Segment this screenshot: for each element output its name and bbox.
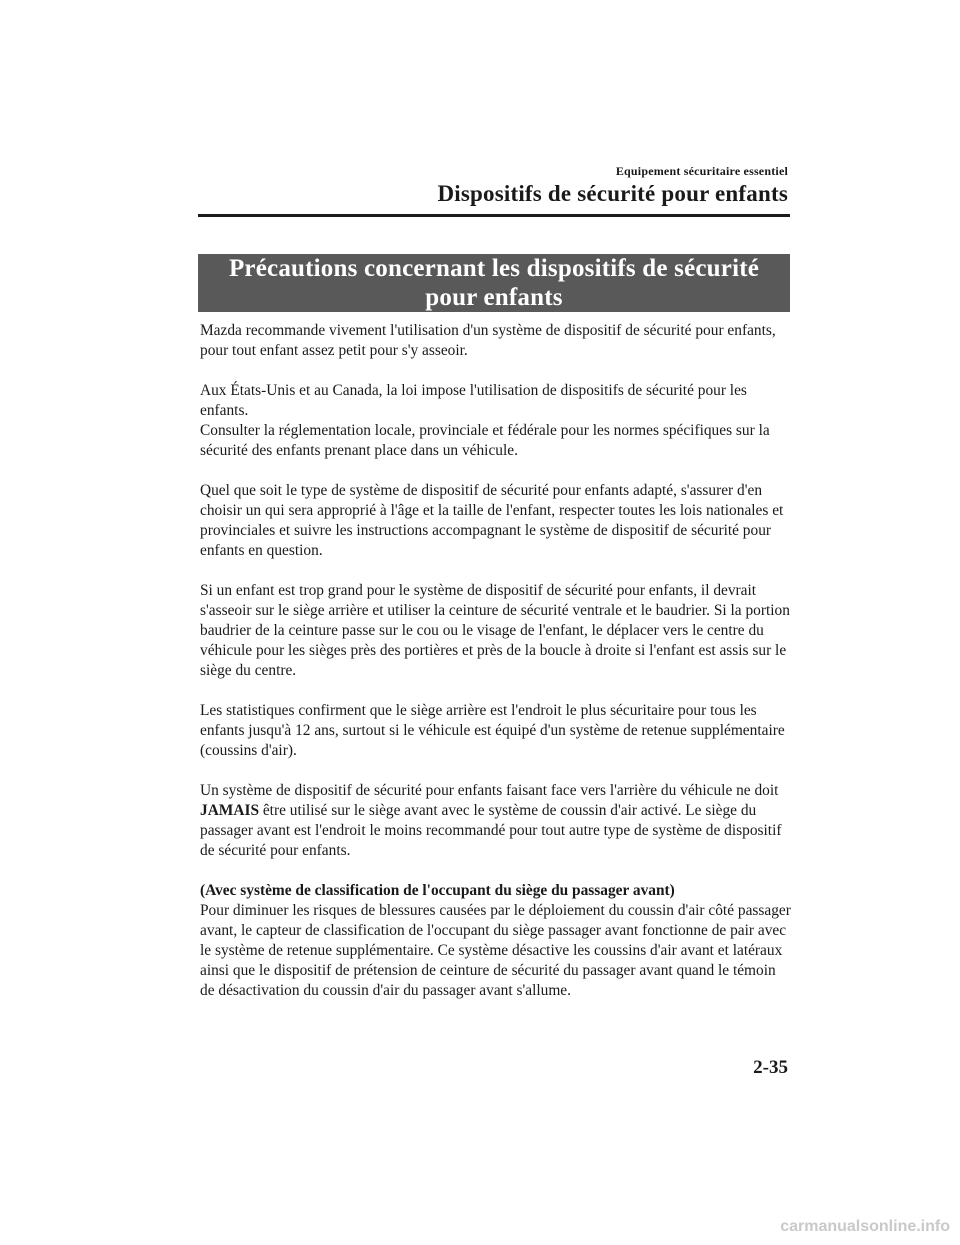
paragraph-choice: Quel que soit le type de système de dispositif de sécurité pour enfants adapté, s'assurer d'en choisir un qui sera approprié à l'âge et la taille de l'enfant, respecter toutes les lois nationales et provinciales et suivre les instructions accompagnant le système de dispositif de sécurité pour enfants en question. xyxy=(200,482,784,559)
never-emphasis: JAMAIS xyxy=(200,802,259,819)
paragraph-rear-facing xyxy=(200,781,792,861)
paragraph-regulations: Consulter la réglementation locale, provinciale et fédérale pour les normes spécifiques sur la sécurité des enfants prenant place dans un véhicule. xyxy=(200,422,770,459)
body-text xyxy=(200,321,792,1021)
section-title-banner xyxy=(198,254,790,312)
occupant-classification-heading: (Avec système de classification de l'occupant du siège du passager avant) xyxy=(200,882,675,899)
rear-facing-text-end: être utilisé sur le siège avant avec le système de coussin d'air activé. Le siège du passager avant est l'endroit le moins recommandé pour tout autre type de système de dispositif de sécurité pour enfants. xyxy=(200,802,782,859)
chapter-title: Dispositifs de sécurité pour enfants xyxy=(437,181,788,206)
paragraph-law: Aux États-Unis et au Canada, la loi impose l'utilisation de dispositifs de sécurité pour les enfants. xyxy=(200,382,747,419)
paragraph-recommendation: Mazda recommande vivement l'utilisation d'un système de dispositif de sécurité pour enfants, pour tout enfant assez petit pour s'y asseoir. xyxy=(200,322,776,359)
watermark: carmanualsonline.info xyxy=(780,1218,950,1235)
paragraph-statistics: Les statistiques confirment que le siège arrière est l'endroit le plus sécuritaire pour tous les enfants jusqu'à 12 ans, surtout si le véhicule est équipé d'un système de retenue supplémentaire (coussins d'air). xyxy=(200,702,785,759)
header-divider xyxy=(198,214,790,217)
paragraph-occupant-classification: Pour diminuer les risques de blessures causées par le déploiement du coussin d'air côté passager avant, le capteur de classification de l'occupant du siège passager avant fonctionne de pair avec le système de retenue supplémentaire. Ce système désactive les coussins d'air avant et latéraux ainsi que le dispositif de prétension de ceinture de sécurité du passager avant quand le témoin de désactivation du coussin d'air du passager avant s'allume. xyxy=(200,902,791,999)
section-label: Equipement sécuritaire essentiel xyxy=(615,164,788,178)
paragraph-large-child: Si un enfant est trop grand pour le système de dispositif de sécurité pour enfants, il devrait s'asseoir sur le siège arrière et utiliser la ceinture de sécurité ventrale et le baudrier. Si la portion baudrier de la ceinture passe sur le cou ou le visage de l'enfant, le déplacer vers le centre du véhicule pour les sièges près des portières et près de la boucle à droite si l'enfant est assis sur le siège du centre. xyxy=(200,582,790,679)
page-number: 2-35 xyxy=(753,1057,788,1078)
rear-facing-text-start: Un système de dispositif de sécurité pour enfants faisant face vers l'arrière du véhicule ne doit xyxy=(200,782,779,799)
section-title: Précautions concernant les dispositifs de sécurité pour enfants xyxy=(228,255,760,311)
